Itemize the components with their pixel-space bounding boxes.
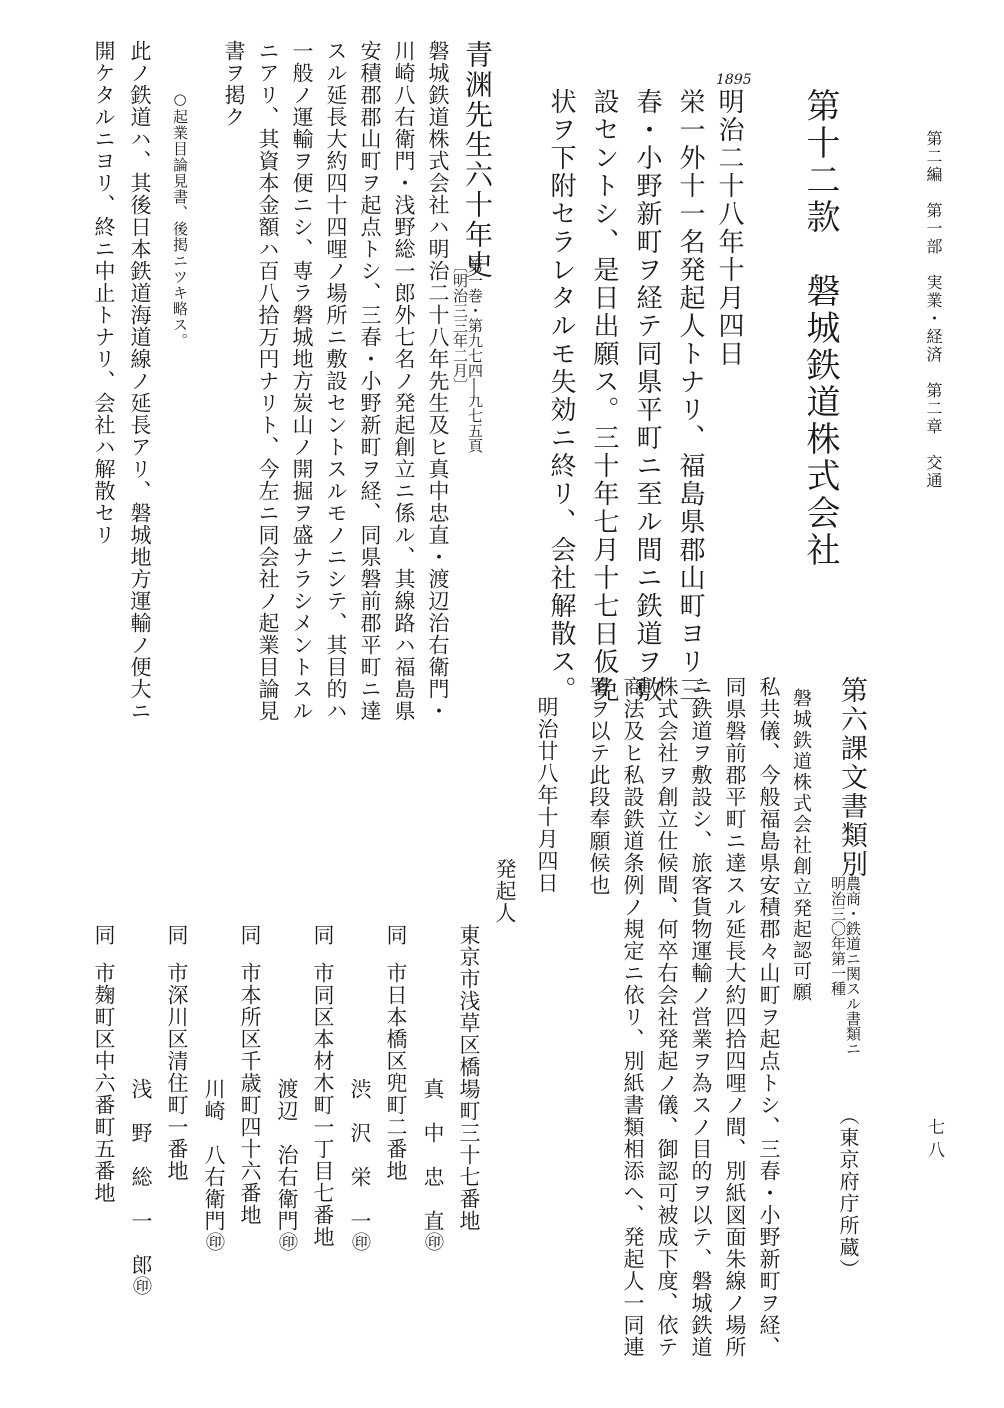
- year-annotation: 1895: [716, 72, 752, 88]
- promoters-label: 発起人: [493, 858, 517, 924]
- quote-line: スル延長大約四十四哩ノ場所ニ敷設セントスルモノニシテ、其目的ハ: [324, 40, 348, 722]
- omission-note: ○起業目論見書、後掲ニツキ略ス。: [171, 90, 189, 349]
- page-number: 七八: [924, 1118, 944, 1164]
- petition-line: 同県磐前郡平町ニ達スル延長大約四拾四哩ノ間、別紙図面朱線ノ場所: [723, 676, 747, 1358]
- promoter-name-text: 渡辺 治右衛門: [275, 1078, 299, 1232]
- promoter-prefix: 同: [311, 924, 335, 946]
- entry-line: 春・小野新町ヲ経テ同県平町ニ至ル間ニ鉄道ヲ敷: [632, 88, 662, 704]
- quote-line: 書ヲ掲ク: [222, 40, 246, 128]
- entry-line: 状ヲ下附セラレタルモ失効ニ終リ、会社解散ス。: [546, 88, 576, 704]
- quote-line: 安積郡郡山町ヲ起点トシ、三春・小野新町ヲ経、同県磐前郡平町ニ達: [358, 40, 382, 722]
- promoter-address: 市同区本材木町一丁目七番地: [311, 962, 335, 1248]
- document-category-subtitle-line: 明治三〇年第一種: [829, 876, 847, 996]
- petition-line: ニ鉄道ヲ敷設シ、旅客貨物運輸ノ営業ヲ為スノ目的ヲ以テ、磐城鉄道: [689, 676, 713, 1358]
- seal-mark: ㊞: [203, 1232, 225, 1252]
- section-heading: 第十二款 磐城鉄道株式会社: [800, 88, 840, 569]
- promoter-name: [422, 1078, 443, 1252]
- entry-line: 栄一外十一名発起人トナリ、福島県郡山町ヨリ三: [675, 88, 705, 704]
- promoter-address: 東京市浅草区橋場町三十七番地: [457, 924, 481, 1232]
- quote-line: 磐城鉄道株式会社ハ明治二十八年先生及ヒ真中忠直・渡辺治右衛門・: [426, 40, 450, 722]
- closing-line: 此ノ鉄道ハ、其後日本鉄道海道線ノ延長アリ、磐城地方運輸ノ便大ニ: [128, 40, 152, 722]
- archive-note: （東京府庁所蔵）: [836, 1105, 860, 1281]
- quote-line: 川崎八右衛門・浅野総一郎外七名ノ発起創立ニ係ル、其線路ハ福島県: [392, 40, 416, 722]
- seal-mark: ㊞: [130, 1276, 152, 1296]
- promoter-name: [349, 1078, 370, 1252]
- petition-line: 私共儀、今般福島県安積郡々山町ヲ起点トシ、三春・小野新町ヲ経、: [757, 676, 781, 1358]
- promoter-address: 市本所区千歳町四十六番地: [238, 962, 262, 1226]
- promoter-address: 市深川区清住町一番地: [165, 962, 189, 1182]
- petition-line: 署ヲ以テ此段奉願候也: [587, 676, 611, 896]
- document-category-subtitle-line: 農商・鉄道ニ関スル書類ニ: [844, 876, 862, 1056]
- document-category-subtitle: [830, 876, 860, 1056]
- source-title: 青渊先生六十年史: [461, 40, 494, 280]
- promoter-prefix: 同: [238, 924, 262, 946]
- promoter-address: 市麹町区中六番町五番地: [92, 962, 116, 1204]
- promoter-name: [130, 1078, 151, 1296]
- seal-mark: ㊞: [349, 1232, 371, 1252]
- closing-line: 開ケタルニヨリ、終ニ中止トナリ、会社ハ解散セリ: [92, 40, 116, 546]
- entry-line: 設セントシ、是日出願ス。三十年七月十七日仮免: [589, 88, 619, 704]
- petition-title: 磐城鉄道株式会社創立発起認可願: [790, 688, 812, 1003]
- promoter-name-text: 真 中 忠 直: [421, 1078, 445, 1232]
- petition-line: 株式会社ヲ創立仕候間、何卒右会社発起ノ儀、御認可被成下度、依テ: [655, 676, 679, 1358]
- source-reference: [452, 258, 482, 453]
- source-reference-date: 〔明治三三年二月〕: [451, 258, 469, 393]
- promoter-prefix: 同: [165, 924, 189, 946]
- promoter-prefix: 同: [92, 924, 116, 946]
- promoter-name: [276, 1078, 297, 1252]
- entry-line: 明治二十八年十月四日: [714, 88, 744, 368]
- source-reference-volume: 第一巻・第九七四―九七五頁: [466, 258, 484, 453]
- quote-line: ニアリ、其資本金額ハ百八拾万円ナリト、今左ニ同会社ノ起業目論見: [256, 40, 280, 722]
- promoter-name-text: 浅 野 総 一 郎: [129, 1078, 153, 1276]
- promoter-address: 市日本橋区兜町二番地: [384, 962, 408, 1182]
- running-header: 第二編 第一部 実業・経済 第二章 交通: [924, 130, 943, 490]
- petition-line: 商法及ヒ私設鉄道条例ノ規定ニ依リ、別紙書類相添へ、発起人一同連: [621, 676, 645, 1358]
- promoter-prefix: 同: [384, 924, 408, 946]
- petition-date: 明治廿八年十月四日: [535, 696, 559, 894]
- seal-mark: ㊞: [276, 1232, 298, 1252]
- promoter-name-text: 川崎 八右衛門: [202, 1078, 226, 1232]
- document-category-title: 第六課文書類別: [836, 676, 867, 879]
- quote-line: 一般ノ運輸ヲ便ニシ、専ラ磐城地方炭山ノ開掘ヲ盛ナラシメントスル: [290, 40, 314, 722]
- promoter-name: [203, 1078, 224, 1252]
- promoter-name-text: 渋 沢 栄 一: [348, 1078, 372, 1232]
- seal-mark: ㊞: [422, 1232, 444, 1252]
